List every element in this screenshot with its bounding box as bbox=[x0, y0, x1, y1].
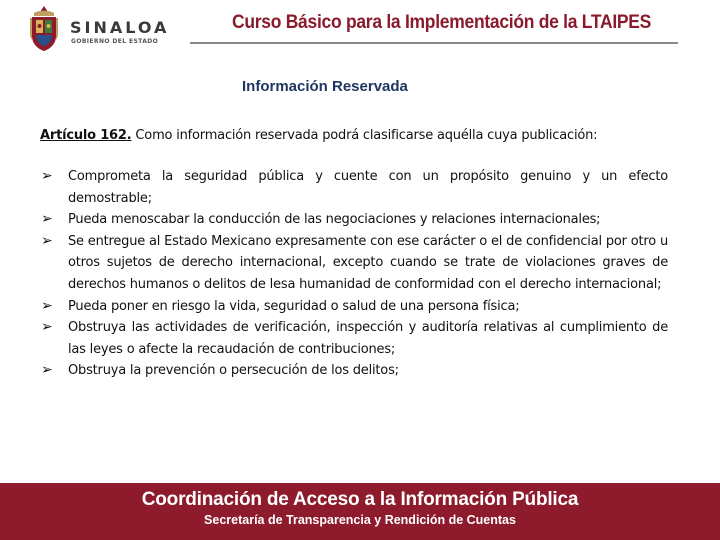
brand-subtitle: GOBIERNO DEL ESTADO bbox=[71, 38, 159, 45]
list-item bbox=[40, 296, 668, 318]
article-items-list bbox=[40, 166, 668, 382]
list-item-text: Obstruya la prevención o persecución de los delitos; bbox=[68, 363, 399, 379]
list-item-text: Comprometa la seguridad pública y cuente con un propósito genuino y un efecto demostrable; bbox=[68, 169, 668, 206]
footer-title: Coordinación de Acceso a la Información Pública bbox=[141, 489, 579, 510]
footer-subtitle: Secretaría de Transparencia y Rendición de Cuentas bbox=[204, 513, 516, 527]
list-item-text: Obstruya las actividades de verificación, inspección y auditoría relativas al cumplimiento de las leyes o afecte la recaudación de contribuciones; bbox=[68, 320, 668, 357]
arrowhead-bullet-icon: ➢ bbox=[41, 362, 53, 379]
arrowhead-bullet-icon: ➢ bbox=[41, 211, 53, 228]
arrowhead-bullet-icon: ➢ bbox=[41, 319, 53, 336]
sinaloa-crest-icon bbox=[28, 6, 60, 52]
arrowhead-bullet-icon: ➢ bbox=[41, 168, 53, 184]
section-title: Información Reservada bbox=[242, 78, 408, 95]
list-item bbox=[40, 209, 668, 231]
article-intro-text: Como información reservada podrá clasificarse aquélla cuya publicación: bbox=[131, 128, 598, 143]
arrowhead-bullet-icon: ➢ bbox=[41, 232, 53, 249]
course-title: Curso Básico para la Implementación de la LTAIPES bbox=[232, 12, 652, 33]
footer-banner bbox=[0, 483, 720, 540]
title-divider bbox=[190, 42, 678, 44]
list-item-text: Se entregue al Estado Mexicano expresamente con ese carácter o el de confidencial por otro u otros sujetos de derecho internacional, excepto cuando se trate de violaciones graves de derechos humanos o delitos de lesa humanidad de conformidad con el derecho internacional; bbox=[68, 233, 668, 292]
article-label: Artículo 162. bbox=[40, 128, 132, 143]
list-item-text: Pueda poner en riesgo la vida, seguridad o salud de una persona física; bbox=[68, 298, 520, 314]
header bbox=[0, 0, 720, 60]
list-item bbox=[40, 166, 668, 209]
article-content bbox=[40, 126, 668, 382]
list-item-text: Pueda menoscabar la conducción de las negociaciones y relaciones internacionales; bbox=[68, 212, 601, 228]
arrowhead-bullet-icon: ➢ bbox=[41, 297, 53, 314]
brand-name: SINALOA bbox=[70, 18, 170, 37]
article-intro bbox=[40, 126, 668, 146]
list-item bbox=[40, 231, 668, 296]
list-item bbox=[40, 360, 668, 382]
list-item bbox=[40, 317, 668, 360]
